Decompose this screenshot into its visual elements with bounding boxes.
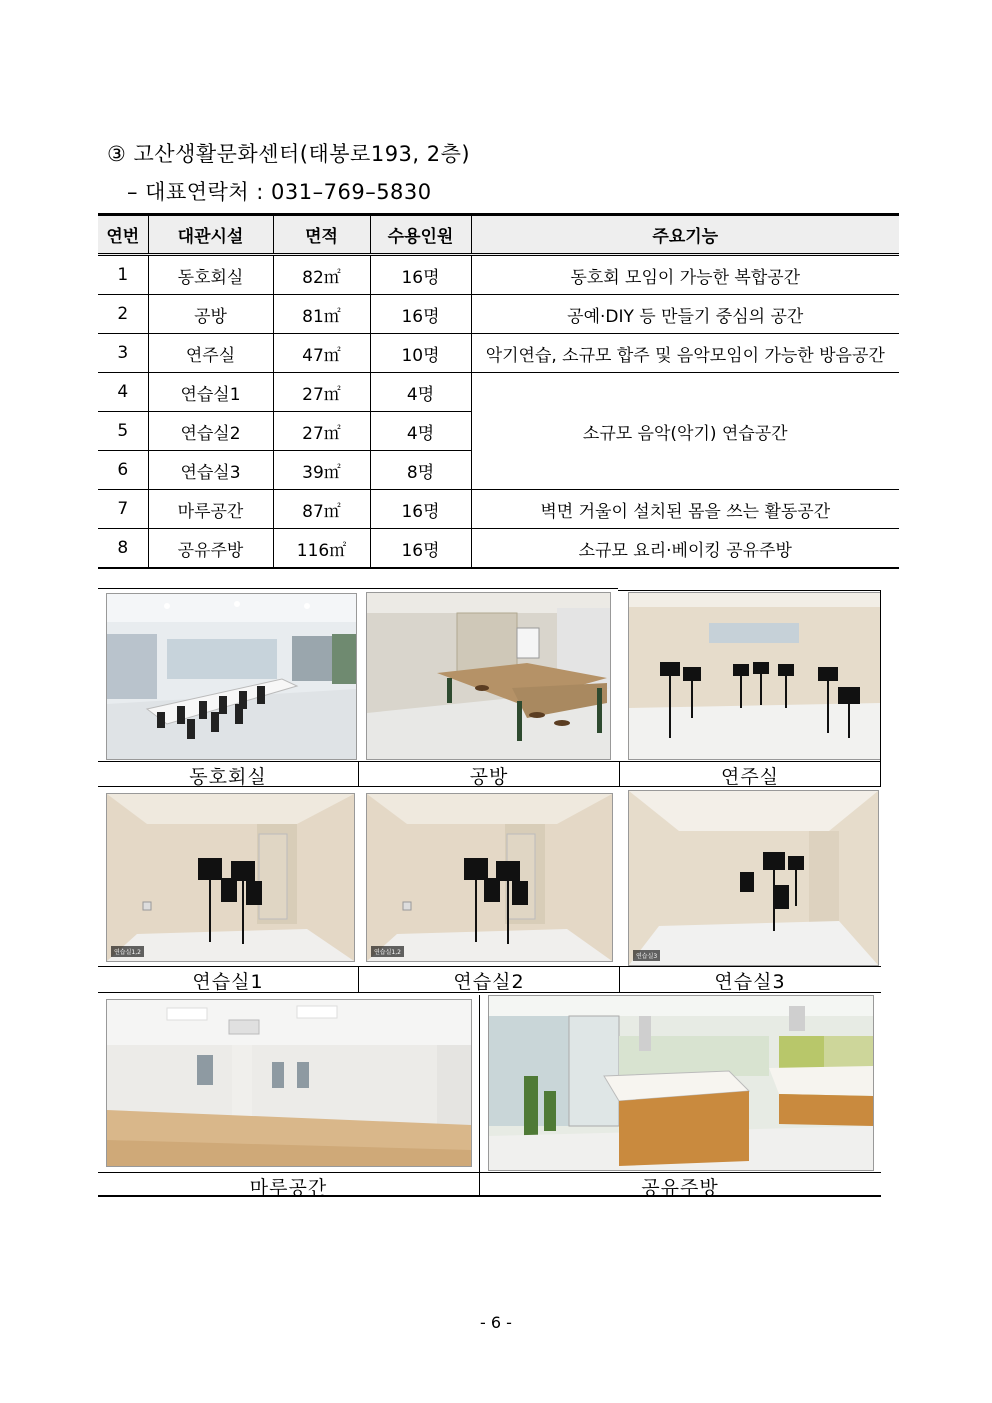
cell-name: 공방: [148, 295, 273, 334]
table-row: [98, 334, 899, 373]
cell-capacity: 4명: [370, 373, 471, 412]
cell-area: 116㎡: [273, 529, 370, 569]
table-row: [98, 529, 899, 569]
caption-club-room: 동호회실: [189, 766, 267, 788]
cell-no: 7: [98, 490, 148, 529]
table-row: [98, 295, 899, 334]
cell-name: 공유주방: [148, 529, 273, 569]
grid-line: [880, 590, 881, 787]
cell-area: 47㎡: [273, 334, 370, 373]
cell-capacity: 16명: [370, 295, 471, 334]
cell-area: 82㎡: [273, 255, 370, 295]
cell-function: 벽면 거울이 설치된 몸을 쓰는 활동공간: [471, 490, 899, 529]
col-header-capacity: 수용인원: [370, 215, 471, 255]
cell-name: 마루공간: [148, 490, 273, 529]
caption-shared-kitchen: 공유주방: [641, 1177, 719, 1199]
cell-no: 5: [98, 412, 148, 451]
caption-practice-room-3: 연습실3: [714, 971, 786, 993]
table-row: [98, 255, 899, 295]
cell-capacity: 4명: [370, 412, 471, 451]
contact-line: – 대표연락처 : 031–769–5830: [127, 180, 432, 204]
grid-line: [618, 590, 881, 591]
caption-workshop: 공방: [469, 766, 509, 788]
col-header-function: 주요기능: [471, 215, 899, 255]
table-row: [98, 490, 899, 529]
cell-function: 공예·DIY 등 만들기 중심의 공간: [471, 295, 899, 334]
cell-area: 81㎡: [273, 295, 370, 334]
col-header-name: 대관시설: [148, 215, 273, 255]
photo-floor-space: [106, 999, 472, 1167]
photo-tag: 연습실1,2: [371, 946, 404, 957]
cell-capacity: 16명: [370, 255, 471, 295]
col-header-no: 연번: [98, 215, 148, 255]
cell-name: 연습실3: [148, 451, 273, 490]
cell-name: 연주실: [148, 334, 273, 373]
cell-capacity: 8명: [370, 451, 471, 490]
photo-tag: 연습실1,2: [111, 946, 144, 957]
facility-table: [98, 213, 899, 569]
table-row: [98, 373, 899, 412]
cell-name: 연습실2: [148, 412, 273, 451]
cell-area: 39㎡: [273, 451, 370, 490]
cell-capacity: 16명: [370, 529, 471, 569]
grid-line: [98, 588, 618, 589]
grid-line: [479, 995, 480, 1195]
cell-area: 87㎡: [273, 490, 370, 529]
photo-club-room: [106, 593, 357, 760]
cell-function: 동호회 모임이 가능한 복합공간: [471, 255, 899, 295]
caption-practice-room-1: 연습실1: [192, 971, 264, 993]
table-header-row: [98, 215, 899, 255]
photo-shared-kitchen: [488, 995, 874, 1171]
section-heading: ③ 고산생활문화센터(태봉로193, 2층): [107, 142, 471, 166]
cell-name: 동호회실: [148, 255, 273, 295]
photo-practice-room-2: [366, 793, 613, 962]
col-header-area: 면적: [273, 215, 370, 255]
photo-workshop: [366, 592, 611, 760]
caption-practice-room-2: 연습실2: [453, 971, 525, 993]
caption-music-room: 연주실: [720, 766, 780, 788]
cell-no: 8: [98, 529, 148, 569]
cell-area: 27㎡: [273, 412, 370, 451]
cell-no: 6: [98, 451, 148, 490]
cell-capacity: 16명: [370, 490, 471, 529]
cell-no: 2: [98, 295, 148, 334]
cell-no: 4: [98, 373, 148, 412]
caption-floor-space: 마루공간: [249, 1177, 328, 1199]
cell-capacity: 10명: [370, 334, 471, 373]
cell-no: 1: [98, 255, 148, 295]
photo-practice-room-3: [628, 790, 879, 966]
cell-function: 악기연습, 소규모 합주 및 음악모임이 가능한 방음공간: [471, 334, 899, 373]
cell-name: 연습실1: [148, 373, 273, 412]
cell-area: 27㎡: [273, 373, 370, 412]
cell-no: 3: [98, 334, 148, 373]
photo-practice-room-1: [106, 793, 355, 962]
photo-music-room: [628, 592, 881, 760]
cell-function: 소규모 요리·베이킹 공유주방: [471, 529, 899, 569]
photo-tag: 연습실3: [633, 950, 660, 961]
page-number: - 6 -: [480, 1313, 512, 1332]
cell-function: 소규모 음악(악기) 연습공간: [471, 373, 899, 490]
